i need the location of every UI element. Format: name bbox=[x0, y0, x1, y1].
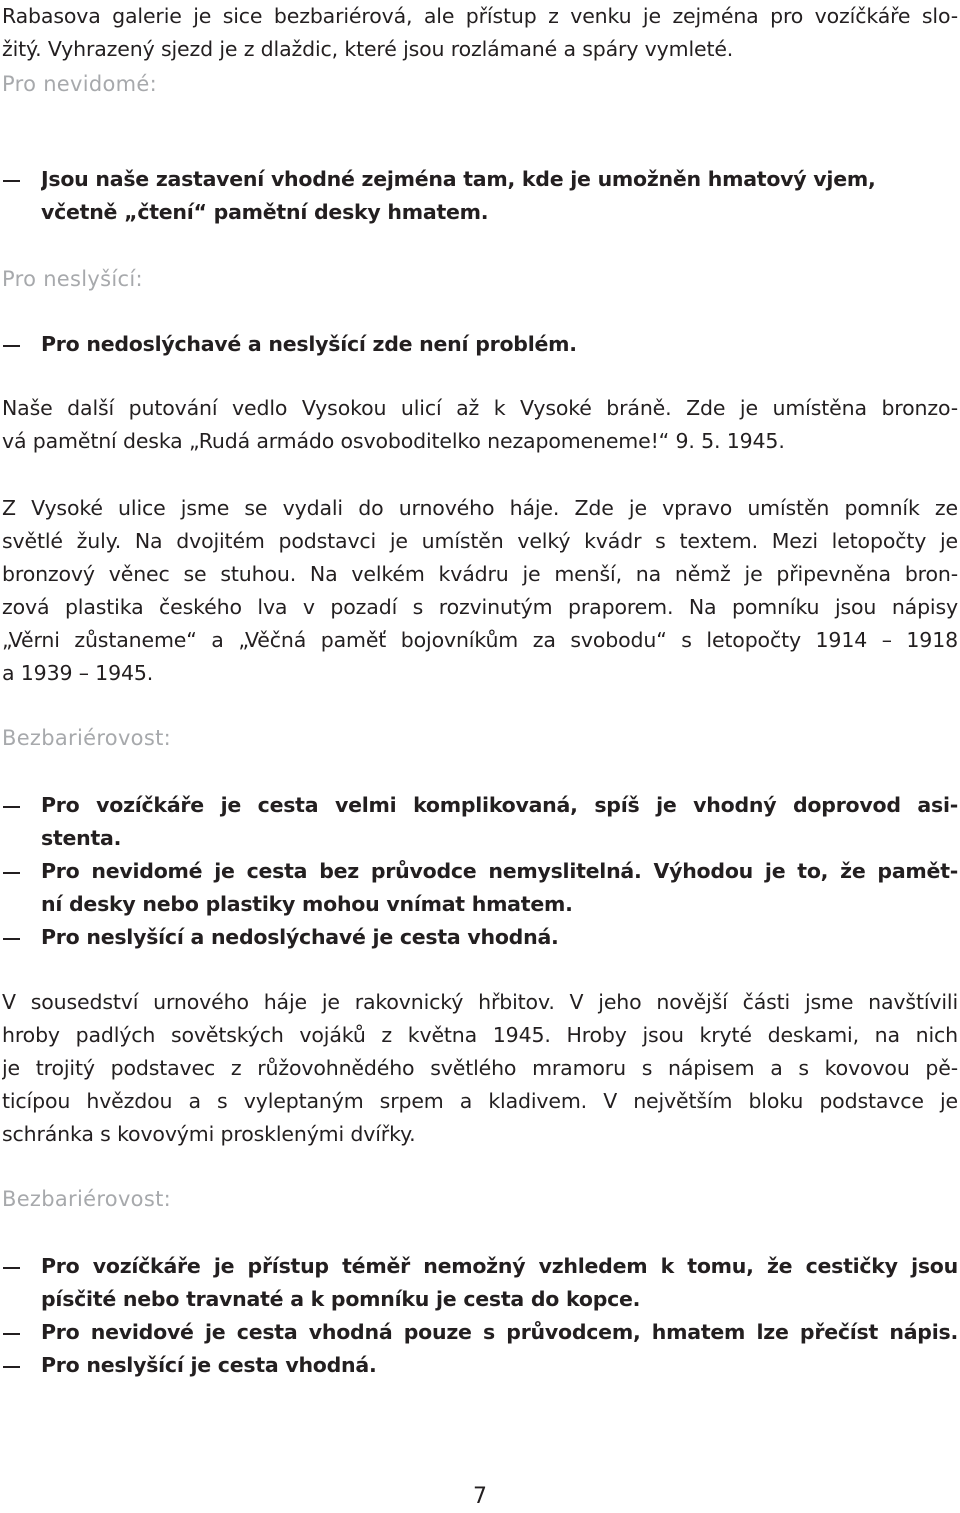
bullet-line: písčité nebo travnaté a k pomníku je cesta do kopce. bbox=[41, 1287, 641, 1311]
bullet-line: Pro neslyšící a nedoslýchavé je cesta vhodná. bbox=[41, 925, 559, 949]
bullet-item bbox=[2, 1250, 958, 1316]
bullet-line: včetně „čtení“ pamětní desky hmatem. bbox=[41, 200, 489, 224]
paragraph-line: V sousedství urnového háje je rakovnický hřbitov. V jeho novější části jsme navštívili bbox=[2, 990, 958, 1014]
bullet-list-accessibility bbox=[2, 789, 958, 954]
section-heading-accessibility: Bezbariérovost: bbox=[2, 726, 171, 750]
paragraph-line: ticípou hvězdou a s vyleptaným srpem a kladivem. V největším bloku podstavce je bbox=[2, 1089, 958, 1113]
bullet-line: Jsou naše zastavení vhodné zejména tam, kde je umožněn hmatový vjem, bbox=[41, 167, 876, 191]
paragraph-line: hroby padlých sovětských vojáků z května 1945. Hroby jsou kryté deskami, na nich bbox=[2, 1023, 958, 1047]
section-heading-deaf: Pro neslyšící: bbox=[2, 267, 143, 291]
bullet-line: Pro vozíčkáře je cesta velmi komplikovaná, spíš je vhodný doprovod asi- bbox=[41, 793, 958, 817]
bullet-line: stenta. bbox=[41, 826, 122, 850]
paragraph-line: je trojitý podstavec z růžovohnědého světlého mramoru s nápisem a s kovovou pě- bbox=[2, 1056, 958, 1080]
paragraph-line: žitý. Vyhrazený sjezd je z dlaždic, které jsou rozlámané a spáry vymleté. bbox=[2, 37, 734, 61]
paragraph-line: vá pamětní deska „Rudá armádo osvoboditelko nezapomeneme!“ 9. 5. 1945. bbox=[2, 429, 785, 453]
bullet-line: Pro neslyšící je cesta vhodná. bbox=[41, 1353, 377, 1377]
section-heading-accessibility-cemetery: Bezbariérovost: bbox=[2, 1187, 171, 1211]
bullet-line: Pro nevidomé je cesta bez průvodce nemyslitelná. Výhodou je to, že pamět- bbox=[41, 859, 958, 883]
paragraph-cemetery bbox=[2, 986, 958, 1151]
bullet-item bbox=[2, 1316, 958, 1349]
page-number: 7 bbox=[473, 1484, 487, 1509]
paragraph-line: zová plastika českého lva v pozadí s rozvinutým praporem. Na pomníku jsou nápisy bbox=[2, 595, 958, 619]
paragraph-line: bronzový věnec se stuhou. Na velkém kvádru je menší, na němž je připevněna bron- bbox=[2, 562, 958, 586]
paragraph-high-gate bbox=[2, 392, 958, 458]
bullet-list-deaf bbox=[2, 328, 958, 361]
paragraph-line: schránka s kovovými prosklenými dvířky. bbox=[2, 1122, 416, 1146]
paragraph-gallery-access bbox=[2, 0, 958, 66]
paragraph-line: světlé žuly. Na dvojitém podstavci je umístěn velký kvádr s textem. Mezi letopočty je bbox=[2, 529, 958, 553]
paragraph-line: Rabasova galerie je sice bezbariérová, ale přístup z venku je zejména pro vozíčkáře slo- bbox=[2, 4, 958, 28]
bullet-item bbox=[2, 1349, 958, 1382]
paragraph-line: Z Vysoké ulice jsme se vydali do urnového háje. Zde je vpravo umístěn pomník ze bbox=[2, 496, 958, 520]
bullet-item bbox=[2, 163, 958, 229]
bullet-item bbox=[2, 789, 958, 855]
paragraph-urn-grove bbox=[2, 492, 958, 690]
bullet-line: ní desky nebo plastiky mohou vnímat hmatem. bbox=[41, 892, 573, 916]
bullet-item bbox=[2, 921, 958, 954]
paragraph-line: a 1939 – 1945. bbox=[2, 661, 154, 685]
bullet-line: Pro vozíčkáře je přístup téměř nemožný vzhledem k tomu, že cestičky jsou bbox=[41, 1254, 958, 1278]
bullet-line: Pro nevidové je cesta vhodná pouze s průvodcem, hmatem lze přečíst nápis. bbox=[41, 1320, 958, 1344]
bullet-list-blind bbox=[2, 163, 958, 229]
bullet-line: Pro nedoslýchavé a neslyšící zde není problém. bbox=[41, 332, 577, 356]
bullet-list-accessibility-cemetery bbox=[2, 1250, 958, 1382]
bullet-item bbox=[2, 328, 958, 361]
paragraph-line: Naše další putování vedlo Vysokou ulicí až k Vysoké bráně. Zde je umístěna bronzo- bbox=[2, 396, 958, 420]
section-heading-blind: Pro nevidomé: bbox=[2, 72, 158, 96]
paragraph-line: „Věrni zůstaneme“ a „Věčná paměť bojovníkům za svobodu“ s letopočty 1914 – 1918 bbox=[2, 628, 958, 652]
bullet-item bbox=[2, 855, 958, 921]
